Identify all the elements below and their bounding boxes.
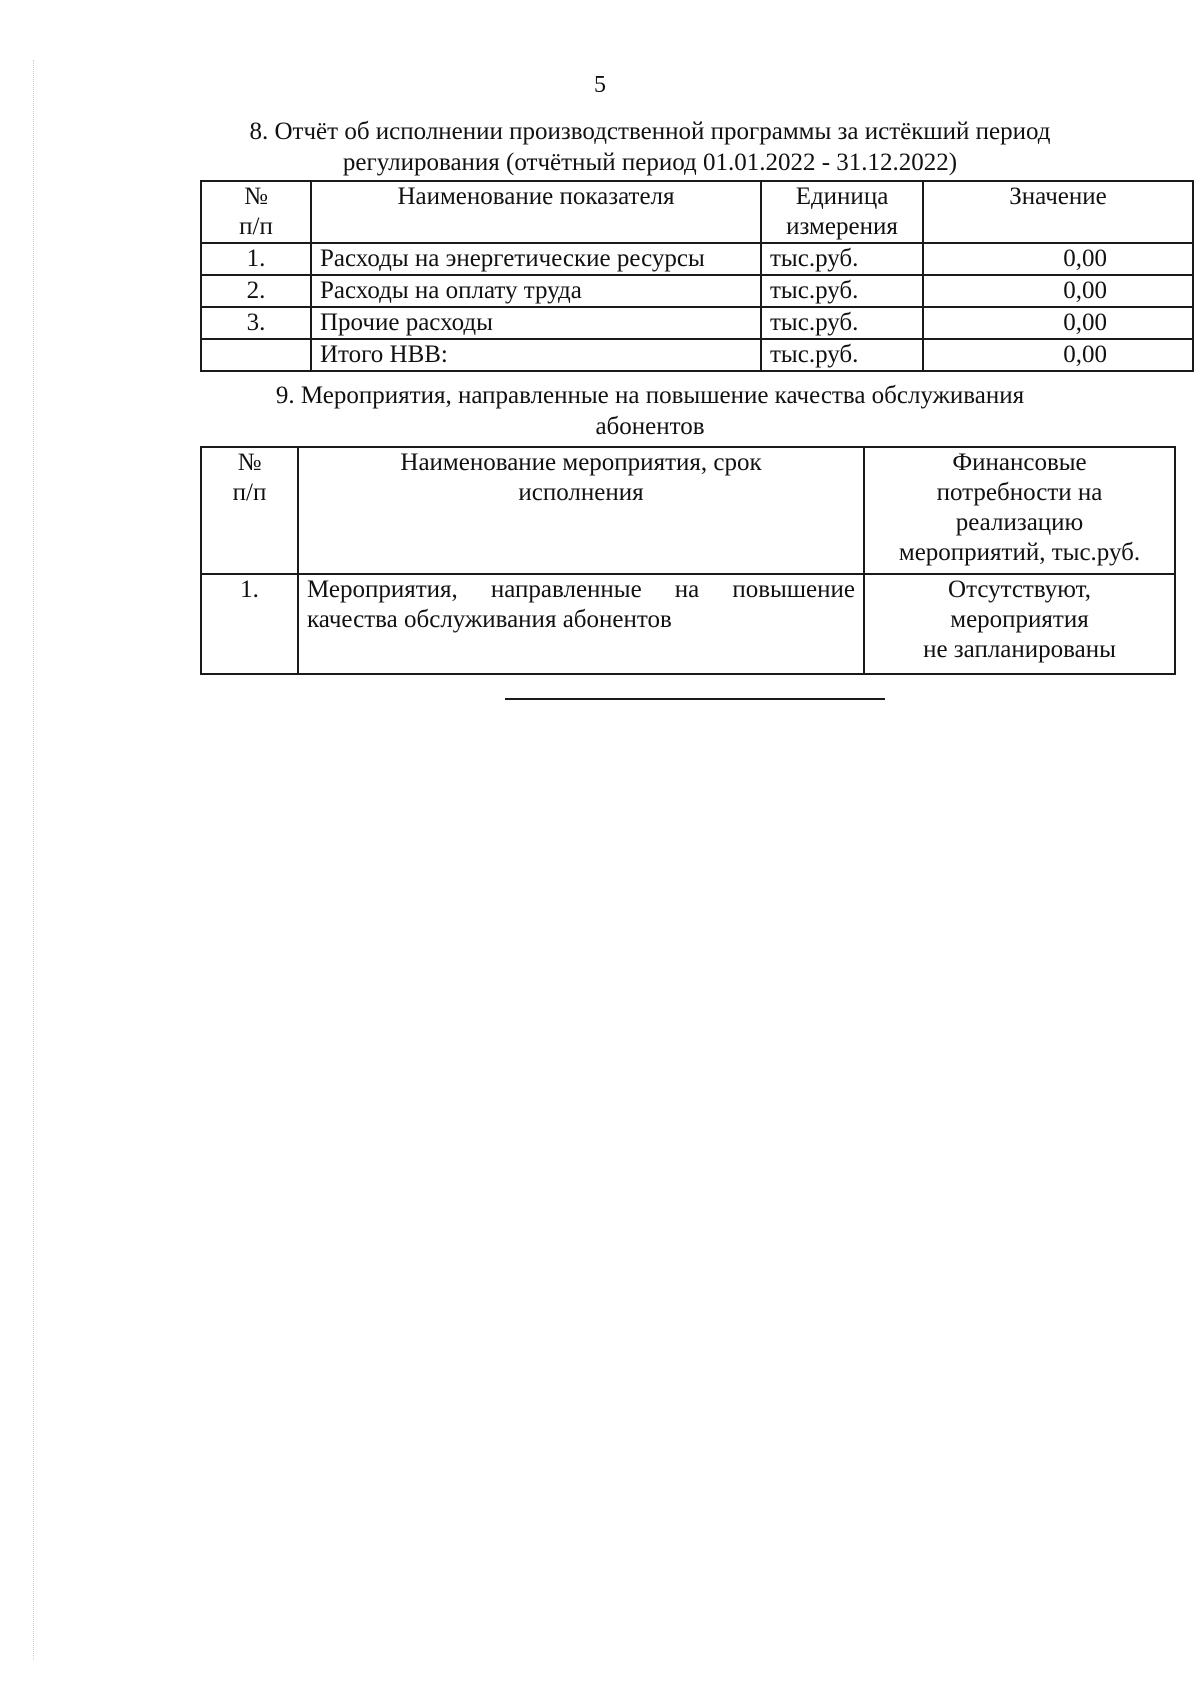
table-header-row: [201, 181, 1193, 243]
header-number: № п/п: [201, 181, 311, 243]
row-value: 0,00: [923, 275, 1193, 307]
row-number: [201, 339, 311, 371]
table-row: [201, 307, 1193, 339]
section-8-title-line-2: регулирования (отчётный период 01.01.2022 - 31.12.2022): [342, 149, 958, 176]
page-number: 5: [594, 72, 606, 98]
row-indicator-name: Расходы на энергетические ресурсы: [311, 243, 761, 275]
row-unit: тыс.руб.: [761, 307, 923, 339]
header-financial-needs: Финансовые потребности на реализацию мероприятий, тыс.руб.: [864, 447, 1175, 574]
table-row: [201, 574, 1175, 674]
row-number: 1.: [201, 243, 311, 275]
row-number: 2.: [201, 275, 311, 307]
section-9-title-line-1: 9. Мероприятия, направленные на повышение качества обслуживания: [275, 382, 1025, 409]
header-measure-name: Наименование мероприятия, срок исполнения: [298, 447, 864, 574]
row-value: 0,00: [923, 307, 1193, 339]
table-header-row: [201, 447, 1175, 574]
row-indicator-name: Прочие расходы: [311, 307, 761, 339]
row-number: 1.: [201, 574, 298, 674]
row-measure-name: Мероприятия, направленные на повышение качества обслуживания абонентов: [298, 574, 864, 674]
row-indicator-name: Итого НВВ:: [311, 339, 761, 371]
row-unit: тыс.руб.: [761, 339, 923, 371]
header-value: Значение: [923, 181, 1193, 243]
table-total-row: [201, 339, 1193, 371]
service-quality-measures-table: [200, 446, 1176, 675]
row-unit: тыс.руб.: [761, 275, 923, 307]
header-indicator-name: Наименование показателя: [311, 181, 761, 243]
row-indicator-name: Расходы на оплату труда: [311, 275, 761, 307]
row-number: 3.: [201, 307, 311, 339]
header-unit: Единица измерения: [761, 181, 923, 243]
header-number: № п/п: [201, 447, 298, 574]
section-9-title-line-2: абонентов: [595, 413, 705, 440]
table-row: [201, 275, 1193, 307]
row-unit: тыс.руб.: [761, 243, 923, 275]
table-row: [201, 243, 1193, 275]
section-8-title-line-1: 8. Отчёт об исполнении производственной программы за истёкший период: [249, 118, 1051, 145]
end-of-document-rule: [505, 698, 885, 700]
section-8-title: [205, 116, 1095, 178]
row-value: 0,00: [923, 243, 1193, 275]
production-program-report-table: [200, 180, 1194, 372]
row-value: 0,00: [923, 339, 1193, 371]
section-9-title: [205, 380, 1095, 442]
scan-margin-line: [33, 60, 34, 1660]
row-financial-needs: Отсутствуют, мероприятия не запланированы: [864, 574, 1175, 674]
